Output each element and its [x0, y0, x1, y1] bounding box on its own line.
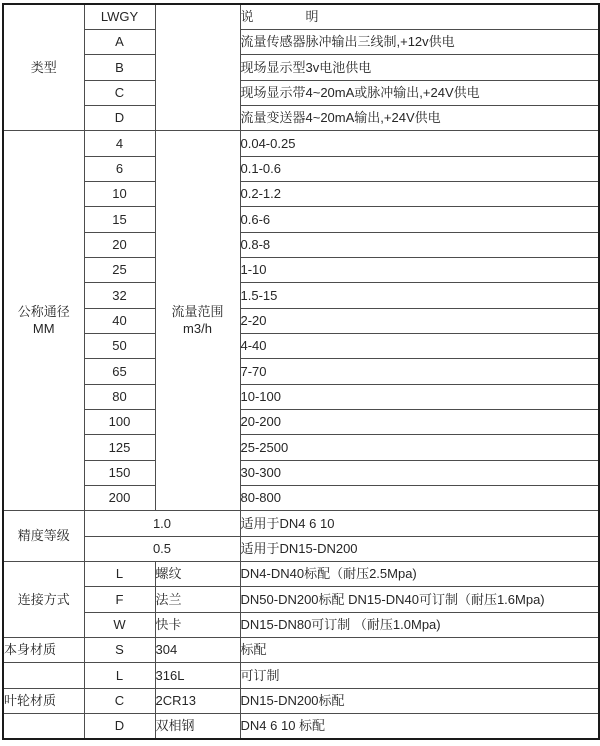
- connection-name-cell: 快卡: [155, 612, 240, 637]
- material-name-cell: 304: [155, 638, 240, 663]
- table-row: [3, 688, 599, 713]
- flow-range-value-cell: 0.8-8: [240, 232, 599, 257]
- dn-value-cell: 25: [84, 257, 155, 282]
- accuracy-desc-cell: 适用于DN15-DN200: [240, 536, 599, 561]
- material-code-cell: S: [84, 638, 155, 663]
- flow-range-value-cell: 4-40: [240, 333, 599, 358]
- table-row: [3, 4, 599, 29]
- table-row: [3, 410, 599, 435]
- section-label-body-material: 本身材质: [3, 638, 84, 663]
- flow-range-value-cell: 2-20: [240, 308, 599, 333]
- flow-range-value-cell: 0.6-6: [240, 207, 599, 232]
- table-row: [3, 536, 599, 561]
- table-row: [3, 181, 599, 206]
- table-row: [3, 232, 599, 257]
- section-label-connection: 连接方式: [3, 562, 84, 638]
- type-code-cell: C: [84, 80, 155, 105]
- model-code-cell: LWGY: [84, 4, 155, 29]
- table-row: [3, 384, 599, 409]
- type-desc-cell: 流量变送器4~20mA输出,+24V供电: [240, 105, 599, 130]
- flow-range-value-cell: 0.04-0.25: [240, 131, 599, 156]
- flow-range-label-line2: m3/h: [183, 320, 212, 336]
- type-code-cell: B: [84, 55, 155, 80]
- connection-name-cell: 法兰: [155, 587, 240, 612]
- table-row: [3, 131, 599, 156]
- flow-range-value-cell: 7-70: [240, 359, 599, 384]
- material-desc-cell: 可订制: [240, 663, 599, 688]
- table-row: [3, 283, 599, 308]
- diameter-label-line2: MM: [32, 320, 55, 336]
- dn-value-cell: 20: [84, 232, 155, 257]
- flow-range-value-cell: 0.2-1.2: [240, 181, 599, 206]
- flow-range-label-cell: [155, 131, 240, 511]
- table-row: [3, 663, 599, 688]
- accuracy-desc-cell: 适用于DN4 6 10: [240, 511, 599, 536]
- material-code-cell: D: [84, 714, 155, 739]
- spec-table: [2, 3, 600, 740]
- type-desc-cell: 流量传感器脉冲输出三线制,+12v供电: [240, 29, 599, 54]
- dn-value-cell: 40: [84, 308, 155, 333]
- material-desc-cell: DN4 6 10 标配: [240, 714, 599, 739]
- dn-value-cell: 4: [84, 131, 155, 156]
- section-label-type: 类型: [3, 4, 84, 131]
- table-row: [3, 460, 599, 485]
- material-code-cell: L: [84, 663, 155, 688]
- table-row: [3, 308, 599, 333]
- material-name-cell: 316L: [155, 663, 240, 688]
- table-row: [3, 257, 599, 282]
- table-row: [3, 638, 599, 663]
- flow-range-value-cell: 30-300: [240, 460, 599, 485]
- material-label-empty-cell: [3, 714, 84, 739]
- section-label-impeller-material: 叶轮材质: [3, 688, 84, 713]
- table-row: [3, 562, 599, 587]
- material-label-empty-cell: [3, 663, 84, 688]
- connection-name-cell: 螺纹: [155, 562, 240, 587]
- connection-code-cell: L: [84, 562, 155, 587]
- table-row: [3, 156, 599, 181]
- dn-value-cell: 65: [84, 359, 155, 384]
- flow-range-value-cell: 20-200: [240, 410, 599, 435]
- type-desc-cell: 现场显示型3v电池供电: [240, 55, 599, 80]
- table-row: [3, 612, 599, 637]
- dn-value-cell: 10: [84, 181, 155, 206]
- dn-value-cell: 200: [84, 486, 155, 511]
- desc-header-left: 说: [240, 9, 254, 25]
- dn-value-cell: 50: [84, 333, 155, 358]
- section-label-diameter: [3, 131, 84, 511]
- dn-value-cell: 15: [84, 207, 155, 232]
- type-code-cell: A: [84, 29, 155, 54]
- accuracy-value-cell: 1.0: [84, 511, 240, 536]
- table-row: [3, 486, 599, 511]
- flow-range-value-cell: 1.5-15: [240, 283, 599, 308]
- dn-value-cell: 32: [84, 283, 155, 308]
- description-header-cell: [240, 4, 599, 29]
- diameter-label-line1: 公称通径: [17, 303, 70, 319]
- connection-desc-cell: DN50-DN200标配 DN15-DN40可订制（耐压1.6Mpa): [240, 587, 599, 612]
- flow-range-value-cell: 0.1-0.6: [240, 156, 599, 181]
- table-row: [3, 587, 599, 612]
- accuracy-value-cell: 0.5: [84, 536, 240, 561]
- dn-value-cell: 125: [84, 435, 155, 460]
- table-row: [3, 55, 599, 80]
- material-code-cell: C: [84, 688, 155, 713]
- type-desc-cell: 现场显示带4~20mA或脉冲输出,+24V供电: [240, 80, 599, 105]
- flow-range-value-cell: 80-800: [240, 486, 599, 511]
- dn-value-cell: 6: [84, 156, 155, 181]
- material-desc-cell: 标配: [240, 638, 599, 663]
- table-row: [3, 207, 599, 232]
- connection-desc-cell: DN15-DN80可订制 （耐压1.0Mpa): [240, 612, 599, 637]
- dn-value-cell: 150: [84, 460, 155, 485]
- table-row: [3, 714, 599, 739]
- table-row: [3, 333, 599, 358]
- section-label-accuracy: 精度等级: [3, 511, 84, 562]
- flow-range-value-cell: 10-100: [240, 384, 599, 409]
- table-row: [3, 359, 599, 384]
- material-name-cell: 2CR13: [155, 688, 240, 713]
- table-row: [3, 80, 599, 105]
- dn-value-cell: 80: [84, 384, 155, 409]
- table-row: [3, 511, 599, 536]
- connection-code-cell: F: [84, 587, 155, 612]
- type-code-cell: D: [84, 105, 155, 130]
- dn-value-cell: 100: [84, 410, 155, 435]
- flow-range-value-cell: 25-2500: [240, 435, 599, 460]
- flow-range-label-line1: 流量范围: [171, 303, 224, 319]
- material-name-cell: 双相钢: [155, 714, 240, 739]
- flow-range-value-cell: 1-10: [240, 257, 599, 282]
- table-row: [3, 435, 599, 460]
- material-desc-cell: DN15-DN200标配: [240, 688, 599, 713]
- table-row: [3, 29, 599, 54]
- type-section-empty-cell: [155, 4, 240, 131]
- table-row: [3, 105, 599, 130]
- desc-header-right: 明: [305, 9, 319, 25]
- connection-desc-cell: DN4-DN40标配（耐压2.5Mpa): [240, 562, 599, 587]
- connection-code-cell: W: [84, 612, 155, 637]
